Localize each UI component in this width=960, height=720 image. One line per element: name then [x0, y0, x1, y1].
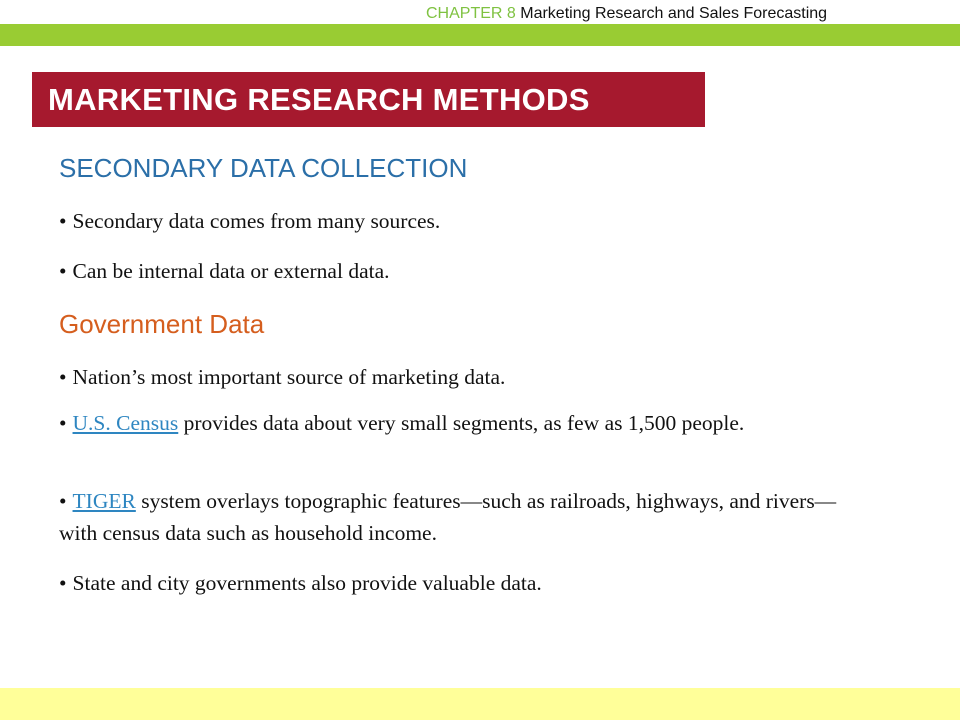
- bullet-text: State and city governments also provide valuable data.: [72, 571, 542, 595]
- bullet-item: [59, 485, 839, 549]
- bullet-item: [59, 407, 839, 439]
- bullet-dot: •: [59, 259, 67, 283]
- slide-title-banner: [32, 72, 705, 127]
- chapter-title: Marketing Research and Sales Forecasting: [520, 5, 828, 22]
- section-heading: SECONDARY DATA COLLECTION: [59, 153, 468, 183]
- subsection-heading: Government Data: [59, 309, 265, 339]
- bullet-text: Can be internal data or external data.: [72, 259, 390, 283]
- bullet-dot: •: [59, 411, 67, 435]
- bullet-text: provides data about very small segments, as few as 1,500 people.: [178, 411, 745, 435]
- slide-title: MARKETING RESEARCH METHODS: [48, 82, 590, 117]
- bullet-dot: •: [59, 365, 67, 389]
- chapter-header: [426, 4, 946, 24]
- bullet-item: [59, 361, 839, 393]
- bullet-dot: •: [59, 489, 67, 513]
- top-accent-bar: [0, 24, 960, 46]
- bottom-accent-bar: [0, 688, 960, 720]
- bullet-item: [59, 567, 839, 599]
- bullet-item: [59, 255, 839, 287]
- bullet-dot: •: [59, 209, 67, 233]
- bullet-item: [59, 205, 839, 237]
- chapter-number: CHAPTER 8: [426, 5, 516, 22]
- us-census-link[interactable]: U.S. Census: [72, 411, 179, 435]
- bullet-text: system overlays topographic features—such as railroads, highways, and rivers—with census data such as household income.: [59, 489, 837, 545]
- bullet-dot: •: [59, 571, 67, 595]
- tiger-link[interactable]: TIGER: [72, 489, 136, 513]
- bullet-text: Nation’s most important source of marketing data.: [72, 365, 506, 389]
- bullet-text: Secondary data comes from many sources.: [72, 209, 441, 233]
